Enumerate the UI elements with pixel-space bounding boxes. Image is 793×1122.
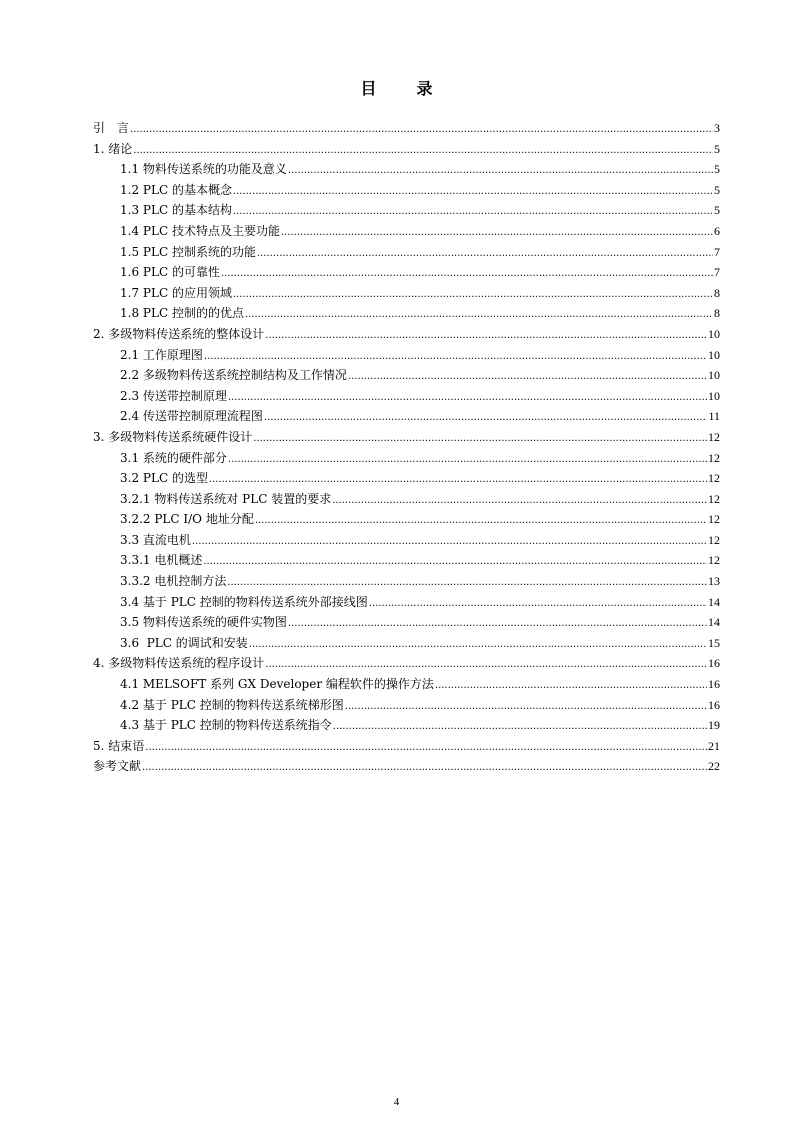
toc-entry-label: 1.5 PLC 控制系统的功能 — [120, 244, 256, 259]
toc-entry-label: 1.7 PLC 的应用领域 — [120, 285, 232, 300]
toc-leader-dots — [332, 491, 707, 512]
toc-entry[interactable] — [93, 756, 720, 777]
toc-leader-dots — [227, 573, 707, 594]
toc-entry-label: 1.8 PLC 控制的的优点 — [120, 306, 244, 321]
toc-leader-dots — [203, 552, 707, 573]
toc-entry-page: 22 — [708, 759, 720, 774]
toc-leader-dots — [288, 161, 713, 182]
toc-entry[interactable] — [93, 262, 720, 283]
toc-entry-label: 1.3 PLC 的基本结构 — [120, 203, 232, 218]
toc-leader-dots — [265, 655, 707, 676]
toc-entry-label: 3.2.1 物料传送系统对 PLC 装置的要求 — [120, 491, 332, 506]
toc-leader-dots — [233, 182, 713, 203]
toc-leader-dots — [228, 388, 707, 409]
toc-entry[interactable] — [93, 571, 720, 592]
toc-leader-dots — [209, 470, 707, 491]
toc-leader-dots — [245, 305, 713, 326]
toc-entry[interactable] — [93, 242, 720, 263]
toc-leader-dots — [265, 326, 707, 347]
toc-leader-dots — [192, 532, 707, 553]
toc-entry-label: 4. 多级物料传送系统的程序设计 — [93, 656, 265, 671]
toc-entry-page: 16 — [708, 677, 720, 692]
toc-entry[interactable] — [93, 489, 720, 510]
toc-entry-page: 12 — [708, 532, 720, 547]
toc-leader-dots — [264, 408, 708, 429]
toc-entry[interactable] — [93, 550, 720, 571]
toc-entry-page: 5 — [714, 182, 720, 197]
page-title: 目 录 — [360, 79, 445, 98]
toc-entry-page: 11 — [708, 409, 720, 424]
toc-entry-page: 12 — [708, 553, 720, 568]
toc-leader-dots — [288, 614, 707, 635]
toc-leader-dots — [369, 594, 707, 615]
toc-leader-dots — [233, 202, 713, 223]
toc-entry[interactable] — [93, 468, 720, 489]
toc-entry-page: 3 — [714, 121, 720, 135]
toc-leader-dots — [257, 244, 713, 265]
toc-entry-label: 2.2 多级物料传送系统控制结构及工作情况 — [120, 368, 347, 383]
toc-leader-dots — [133, 141, 713, 162]
toc-entry-page: 6 — [714, 223, 720, 238]
toc-entry-page: 14 — [708, 615, 720, 630]
toc-entry-label: 1.6 PLC 的可靠性 — [120, 265, 220, 280]
toc-entry-page: 5 — [714, 162, 720, 177]
toc-entry-page: 7 — [714, 265, 720, 280]
toc-entry-page: 12 — [708, 491, 720, 506]
toc-entry-label: 2.3 传送带控制原理 — [120, 388, 227, 403]
toc-entry[interactable] — [93, 427, 720, 448]
toc-leader-dots — [255, 511, 707, 532]
toc-entry-page: 14 — [708, 594, 720, 609]
toc-entry[interactable] — [93, 695, 720, 716]
toc-entry[interactable] — [93, 448, 720, 469]
toc-entry[interactable] — [93, 509, 720, 530]
toc-entry-label: 4.3 基于 PLC 控制的物料传送系统指令 — [120, 718, 332, 733]
toc-entry-page: 10 — [708, 347, 720, 362]
toc-entry-label: 3. 多级物料传送系统硬件设计 — [93, 429, 253, 444]
toc-entry[interactable] — [93, 365, 720, 386]
toc-entry[interactable] — [93, 592, 720, 613]
toc-entry[interactable] — [93, 653, 720, 674]
toc-entry-label: 参考文献 — [93, 759, 142, 774]
toc-entry[interactable] — [93, 612, 720, 633]
toc-entry-page: 19 — [708, 718, 720, 733]
toc-entry-label: 3.6 PLC 的调试和安装 — [120, 635, 248, 650]
toc-entry-page: 12 — [708, 512, 720, 527]
toc-entry-label: 1.2 PLC 的基本概念 — [120, 182, 232, 197]
toc-entry-label: 2.1 工作原理图 — [120, 347, 203, 362]
toc-entry-page: 5 — [714, 203, 720, 218]
toc-entry[interactable] — [93, 715, 720, 736]
page-number: 4 — [393, 1096, 400, 1108]
toc-entry[interactable] — [93, 736, 720, 757]
toc-entry-page: 13 — [708, 574, 720, 589]
toc-entry-page: 8 — [714, 285, 720, 300]
toc-entry-label: 3.2.2 PLC I/O 地址分配 — [120, 512, 254, 527]
toc-leader-dots — [333, 717, 707, 738]
toc-entry-label: 2. 多级物料传送系统的整体设计 — [93, 326, 265, 341]
toc-entry[interactable] — [93, 283, 720, 304]
toc-entry-page: 10 — [708, 368, 720, 383]
toc-entry-label: 5. 结束语 — [93, 738, 145, 753]
toc-entry[interactable] — [93, 118, 720, 139]
toc-entry-page: 8 — [714, 306, 720, 321]
toc-entry-label: 3.1 系统的硬件部分 — [120, 450, 227, 465]
table-of-contents — [93, 118, 720, 777]
toc-entry-label: 3.3.2 电机控制方法 — [120, 574, 227, 589]
toc-entry-page: 16 — [708, 656, 720, 671]
toc-entry[interactable] — [93, 200, 720, 221]
toc-entry[interactable] — [93, 180, 720, 201]
toc-entry[interactable] — [93, 530, 720, 551]
toc-entry-label: 1.4 PLC 技术特点及主要功能 — [120, 223, 280, 238]
toc-entry[interactable] — [93, 139, 720, 160]
toc-entry-page: 21 — [708, 738, 720, 753]
toc-entry[interactable] — [93, 386, 720, 407]
toc-entry-label: 1. 绪论 — [93, 141, 133, 156]
toc-entry-label: 3.2 PLC 的选型 — [120, 471, 208, 486]
toc-leader-dots — [228, 450, 707, 471]
toc-entry-label: 2.4 传送带控制原理流程图 — [120, 409, 263, 424]
toc-entry-page: 16 — [708, 697, 720, 712]
toc-entry-label: 3.4 基于 PLC 控制的物料传送系统外部接线图 — [120, 594, 368, 609]
toc-entry[interactable] — [93, 324, 720, 345]
toc-entry-page: 5 — [714, 141, 720, 156]
toc-leader-dots — [145, 738, 707, 759]
toc-leader-dots — [348, 367, 707, 388]
toc-entry-page: 12 — [708, 471, 720, 486]
toc-leader-dots — [130, 120, 713, 141]
toc-entry[interactable] — [93, 303, 720, 324]
toc-leader-dots — [253, 429, 707, 450]
toc-entry-page: 7 — [714, 244, 720, 259]
toc-leader-dots — [345, 697, 707, 718]
toc-entry-label: 1.1 物料传送系统的功能及意义 — [120, 162, 287, 177]
toc-leader-dots — [204, 347, 707, 368]
toc-leader-dots — [142, 758, 707, 779]
toc-entry-page: 15 — [708, 635, 720, 650]
toc-entry-page: 12 — [708, 429, 720, 444]
toc-entry[interactable] — [93, 674, 720, 695]
toc-entry-label: 3.3.1 电机概述 — [120, 553, 203, 568]
toc-entry-page: 10 — [708, 326, 720, 341]
toc-leader-dots — [281, 223, 713, 244]
toc-entry-label: 4.1 MELSOFT 系列 GX Developer 编程软件的操作方法 — [120, 677, 434, 692]
toc-entry-label: 3.3 直流电机 — [120, 532, 191, 547]
toc-leader-dots — [435, 676, 707, 697]
toc-leader-dots — [249, 635, 707, 656]
toc-leader-dots — [221, 264, 713, 285]
toc-entry-label: 引 言 — [93, 121, 130, 135]
toc-leader-dots — [233, 285, 713, 306]
toc-entry-label: 3.5 物料传送系统的硬件实物图 — [120, 615, 287, 630]
toc-entry-label: 4.2 基于 PLC 控制的物料传送系统梯形图 — [120, 697, 344, 712]
toc-entry[interactable] — [93, 159, 720, 180]
toc-entry-page: 10 — [708, 388, 720, 403]
toc-entry-page: 12 — [708, 450, 720, 465]
toc-entry[interactable] — [93, 345, 720, 366]
toc-entry[interactable] — [93, 221, 720, 242]
toc-entry[interactable] — [93, 633, 720, 654]
toc-entry[interactable] — [93, 406, 720, 427]
